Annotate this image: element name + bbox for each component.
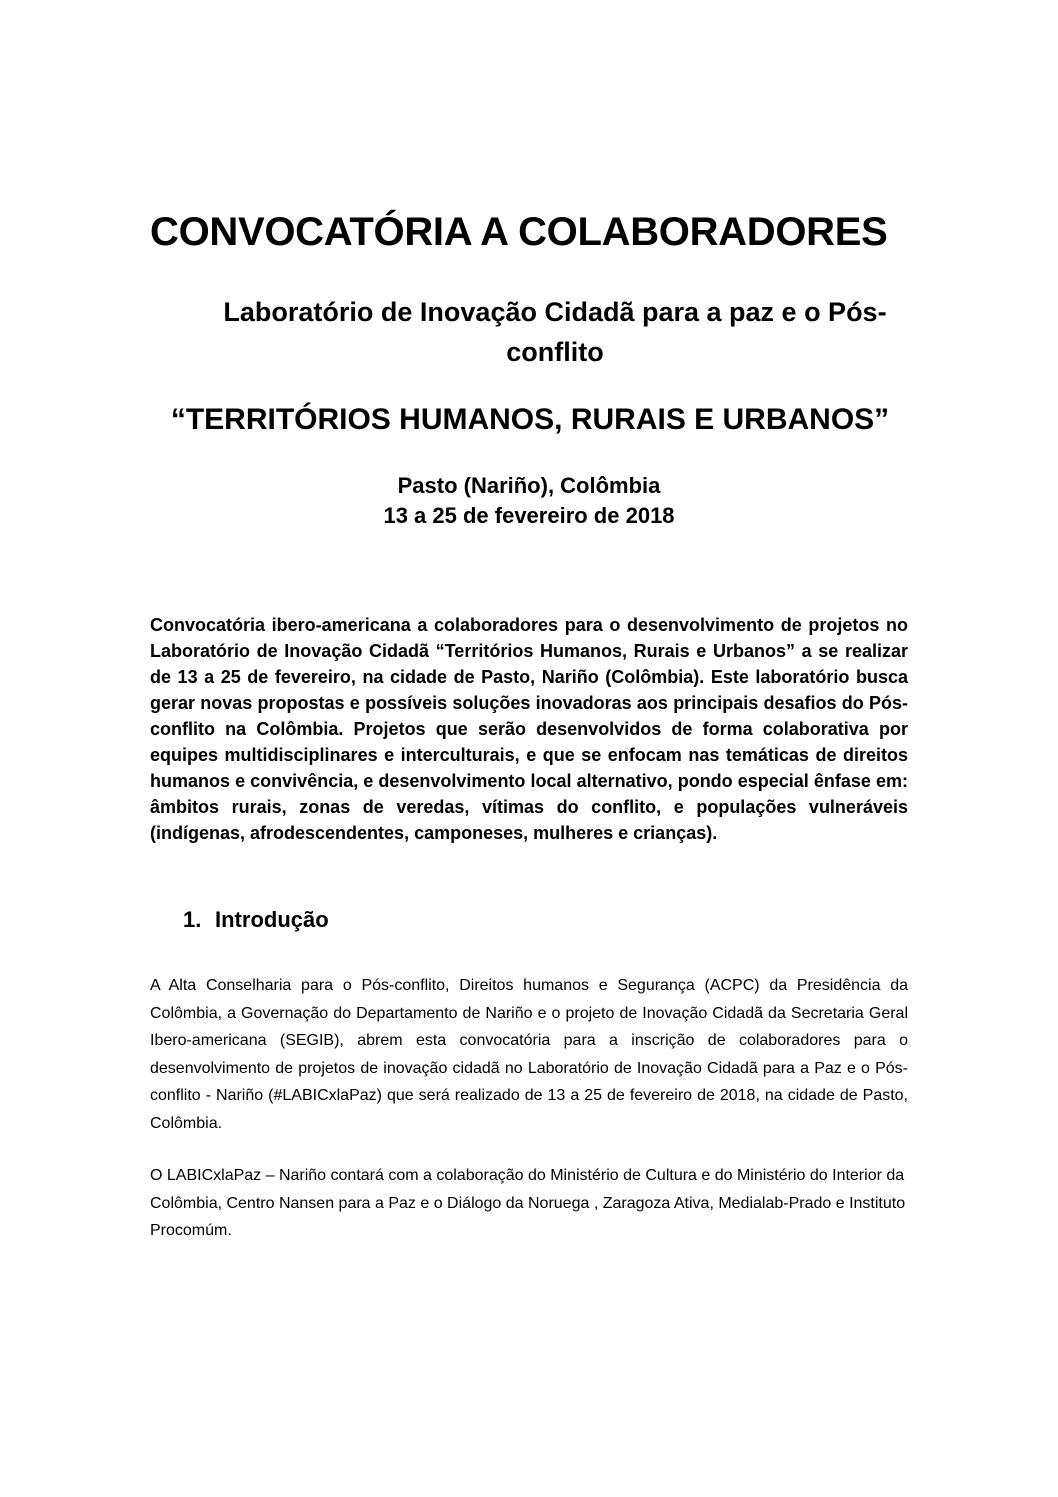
- summary-paragraph: Convocatória ibero-americana a colaboradores para o desenvolvimento de projetos no Laboratório de Inovação Cidadã “Territórios Humanos, Rurais e Urbanos” a se realizar de 13 a 25 de fevereiro, na cidade de Pasto, Nariño (Colômbia). Este laboratório busca gerar novas propostas e possíveis soluções inovadoras aos principais desafios do Pós-conflito na Colômbia. Projetos que serão desenvolvidos de forma colaborativa por equipes multidisciplinares e interculturais, e que se enfocam nas temáticas de direitos humanos e convivência, e desenvolvimento local alternativo, pondo especial ênfase em: âmbitos rurais, zonas de veredas, vítimas do conflito, e populações vulneráveis (indígenas, afrodescendentes, camponeses, mulheres e crianças).: [150, 615, 908, 843]
- section-number: 1.: [183, 907, 202, 932]
- section-heading: [183, 907, 329, 933]
- body-paragraph: O LABICxlaPaz – Nariño contará com a colaboração do Ministério de Cultura e do Ministério do Interior da Colômbia, Centro Nansen para a Paz e o Diálogo da Noruega , Zaragoza Ativa, Medialab-Prado e Instituto Procomúm.: [150, 1167, 906, 1239]
- document-subtitle: Laboratório de Inovação Cidadã para a paz e o Pós-conflito: [223, 297, 887, 367]
- body-paragraph: A Alta Conselharia para o Pós-conflito, Direitos humanos e Segurança (ACPC) da Presidência da Colômbia, a Governação do Departamento de Nariño e o projeto de Inovação Cidadã da Secretaria Geral Ibero-americana (SEGIB), abrem esta convocatória para a inscrição de colaboradores para o desenvolvimento de projetos de inovação cidadã no Laboratório de Inovação Cidadã para a Paz e o Pós-conflito - Nariño (#LABICxlaPaz) que será realizado de 13 a 25 de fevereiro de 2018, na cidade de Pasto, Colômbia.: [150, 977, 908, 1132]
- event-info: [300, 471, 758, 531]
- event-location: Pasto (Nariño), Colômbia: [397, 473, 661, 498]
- page-title: CONVOCATÓRIA A COLABORADORES: [150, 210, 888, 254]
- event-dates: 13 a 25 de fevereiro de 2018: [383, 503, 675, 528]
- theme-title: “TERRITÓRIOS HUMANOS, RURAIS E URBANOS”: [170, 403, 890, 436]
- section-title: Introdução: [215, 907, 329, 932]
